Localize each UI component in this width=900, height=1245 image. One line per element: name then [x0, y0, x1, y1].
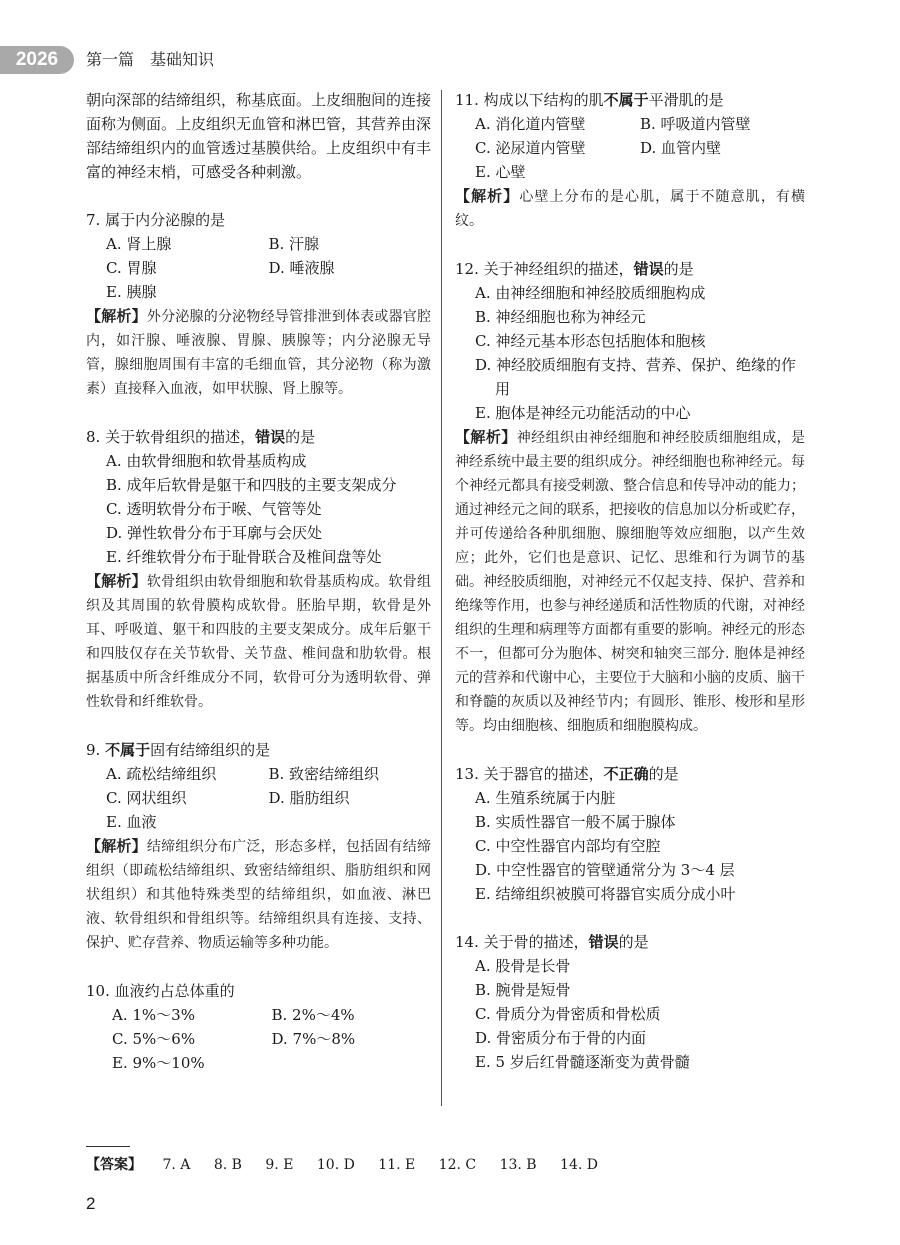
option-a: A. 肾上腺 — [106, 235, 172, 253]
option-b: B. 致密结缔组织 — [268, 765, 380, 783]
explanation-text: 结缔组织分布广泛，形态多样，包括固有结缔组织（即疏松结缔组织、致密结缔组织、脂肪组织和网状组织）和其他特殊类型的结缔组织，如血液、淋巴液、软骨组织和骨组织等。结缔组织具有连接、支持、保护、贮存营养、物质运输等多种功能。 — [86, 839, 431, 951]
option-b: B. 2%～4% — [271, 1006, 355, 1024]
stem-text: 14. 关于骨的描述， — [455, 933, 589, 951]
options-grid — [86, 762, 431, 834]
option-e: E. 胰腺 — [106, 283, 157, 301]
option-d: D. 骨密质分布于骨的内面 — [475, 1029, 647, 1047]
option-d: D. 中空性器官的管壁通常分为 3～4 层 — [475, 861, 735, 879]
stem-emphasis: 错误 — [588, 933, 619, 951]
option-d: D. 唾液腺 — [268, 259, 335, 277]
explanation — [455, 425, 805, 738]
option-c: C. 泌尿道内管壁 — [475, 139, 586, 157]
option-c: C. 透明软骨分布于喉、气管等处 — [106, 500, 322, 518]
option-b: B. 实质性器官一般不属于腺体 — [475, 813, 676, 831]
option-c: C. 神经元基本形态包括胞体和胞核 — [475, 332, 706, 350]
question-9 — [86, 738, 431, 955]
stem-text: 9. — [86, 741, 106, 759]
stem-text: 13. 关于器官的描述， — [455, 765, 604, 783]
option-a: A. 股骨是长骨 — [475, 957, 571, 975]
option-b: B. 呼吸道内管壁 — [640, 115, 751, 133]
answer-item: 14. D — [560, 1157, 598, 1173]
option-d: D. 脂肪组织 — [268, 789, 350, 807]
answer-item: 12. C — [438, 1157, 477, 1173]
question-stem — [455, 762, 805, 786]
option-c: C. 中空性器官内部均有空腔 — [475, 837, 661, 855]
stem-emphasis: 错误 — [255, 428, 286, 446]
question-8 — [86, 425, 431, 714]
explanation — [86, 834, 431, 955]
question-12 — [455, 257, 805, 738]
options-grid — [455, 112, 805, 184]
stem-text: 12. 关于神经组织的描述， — [455, 260, 634, 278]
explanation-text: 外分泌腺的分泌物经导管排泄到体表或器官腔内，如汗腺、唾液腺、胃腺、胰腺等；内分泌腺无导管，腺细胞周围有丰富的毛细血管，其分泌物（称为激素）直接释入血液，如甲状腺、肾上腺等。 — [86, 309, 431, 397]
answer-item: 11. E — [378, 1157, 416, 1173]
option-a: A. 疏松结缔组织 — [106, 765, 217, 783]
answer-item: 7. A — [162, 1157, 191, 1173]
explanation-text: 软骨组织由软骨细胞和软骨基质构成。软骨组织及其周围的软骨膜构成软骨。胚胎早期，软骨是外耳、呼吸道、躯干和四肢的主要支架成分。成年后躯干和四肢仅存在关节软骨、关节盘、椎间盘和肋软骨。根据基质中所含纤维成分不同，软骨可分为透明软骨、弹性软骨和纤维软骨。 — [86, 574, 431, 710]
option-e: E. 心壁 — [475, 163, 526, 181]
answer-item: 13. B — [499, 1157, 537, 1173]
explanation-tag: 【解析】 — [86, 837, 147, 855]
option-b: B. 神经细胞也称为神经元 — [475, 308, 646, 326]
options-list — [455, 954, 805, 1074]
column-divider — [441, 90, 442, 1106]
explanation — [86, 304, 431, 401]
option-c: C. 胃腺 — [106, 259, 157, 277]
option-d: D. 血管内壁 — [640, 139, 722, 157]
explanation — [86, 569, 431, 714]
option-a: A. 1%～3% — [112, 1006, 195, 1024]
options-list — [455, 281, 805, 425]
option-e: E. 5 岁后红骨髓逐渐变为黄骨髓 — [475, 1053, 690, 1071]
option-d: D. 弹性软骨分布于耳廓与会厌处 — [106, 524, 323, 542]
question-14 — [455, 930, 805, 1074]
answer-item: 8. B — [213, 1157, 242, 1173]
stem-text: 11. 构成以下结构的肌 — [455, 91, 604, 109]
option-a: A. 由软骨细胞和软骨基质构成 — [106, 452, 307, 470]
stem-emphasis: 不属于 — [105, 741, 151, 759]
question-stem: 7. 属于内分泌腺的是 — [86, 211, 226, 229]
stem-text: 的是 — [648, 765, 679, 783]
explanation — [455, 184, 805, 233]
year-badge: 2026 — [0, 46, 74, 74]
stem-text: 平滑肌的是 — [648, 91, 724, 109]
chapter-title: 第一篇 基础知识 — [86, 50, 215, 69]
option-d: D. 7%～8% — [271, 1030, 356, 1048]
stem-emphasis: 不属于 — [603, 91, 649, 109]
answer-item: 10. D — [316, 1157, 355, 1173]
explanation-tag: 【解析】 — [86, 307, 147, 325]
option-a: A. 生殖系统属于内脏 — [475, 789, 616, 807]
option-d: D. 神经胶质细胞有支持、营养、保护、绝缘的作用 — [475, 356, 797, 398]
options-list — [86, 449, 431, 569]
explanation-text: 神经组织由神经细胞和神经胶质细胞组成，是神经系统中最主要的组织成分。神经细胞也称神经元。每个神经元都具有接受刺激、整合信息和传导冲动的能力；通过神经元之间的联系，把接收的信息加以分析或贮存，并可传递给各种肌细胞、腺细胞等效应细胞，以产生效应；此外，它们也是意识、记忆、思维和行为调节的基础。神经胶质细胞，对神经元不仅起支持、保护、营养和绝缘等作用，也参与神经递质和活性物质的代谢，对神经组织的生理和病理等方面都有重要的影响。神经元的形态不一，但都可分为胞体、树突和轴突三部分. 胞体是神经元的营养和代谢中心，主要位于大脑和小脑的皮质、脑干和脊髓的灰质以及神经节内；有圆形、锥形、梭形和星形等。均由细胞核、细胞质和细胞膜构成。 — [455, 430, 805, 734]
question-stem — [86, 425, 431, 449]
option-e: E. 纤维软骨分布于耻骨联合及椎间盘等处 — [106, 548, 382, 566]
explanation-text: 心壁上分布的是心肌，属于不随意肌，有横纹。 — [455, 189, 805, 229]
explanation-tag: 【解析】 — [455, 428, 517, 446]
option-e: E. 结缔组织被膜可将器官实质分成小叶 — [475, 885, 736, 903]
option-e: E. 9%～10% — [112, 1054, 205, 1072]
stem-text: 固有结缔组织的是 — [150, 741, 271, 759]
question-10 — [86, 979, 431, 1075]
option-c: C. 网状组织 — [106, 789, 187, 807]
option-e: E. 血液 — [106, 813, 157, 831]
question-11 — [455, 88, 805, 233]
option-b: B. 腕骨是短骨 — [475, 981, 571, 999]
stem-emphasis: 错误 — [633, 260, 664, 278]
stem-text: 8. 关于软骨组织的描述， — [86, 428, 256, 446]
option-a: A. 消化道内管壁 — [475, 115, 586, 133]
question-stem: 10. 血液约占总体重的 — [86, 982, 235, 1000]
question-stem — [86, 738, 431, 762]
explanation-tag: 【解析】 — [455, 187, 520, 205]
answer-rule — [86, 1146, 130, 1147]
options-list — [455, 786, 805, 906]
page-number: 2 — [86, 1194, 96, 1213]
answer-key — [86, 1153, 617, 1177]
intro-paragraph: 朝向深部的结缔组织，称基底面。上皮细胞间的连接面称为侧面。上皮组织无血管和淋巴管，其营养由深部结缔组织内的血管透过基膜供给。上皮组织中有丰富的神经末梢，可感受各种刺激。 — [86, 91, 432, 181]
question-stem — [455, 257, 805, 281]
stem-emphasis: 不正确 — [603, 765, 649, 783]
option-c: C. 5%～6% — [112, 1030, 196, 1048]
option-a: A. 由神经细胞和神经胶质细胞构成 — [475, 284, 706, 302]
option-e: E. 胞体是神经元功能活动的中心 — [475, 404, 691, 422]
answer-item: 9. E — [265, 1157, 294, 1173]
question-7 — [86, 208, 431, 401]
options-grid — [86, 232, 431, 304]
option-c: C. 骨质分为骨密质和骨松质 — [475, 1005, 661, 1023]
answer-label: 【答案】 — [86, 1157, 142, 1173]
option-b: B. 汗腺 — [268, 235, 320, 253]
explanation-tag: 【解析】 — [86, 572, 147, 590]
stem-text: 的是 — [663, 260, 694, 278]
question-stem — [455, 88, 805, 112]
right-column — [455, 88, 805, 1074]
left-column — [86, 88, 431, 1075]
option-b: B. 成年后软骨是躯干和四肢的主要支架成分 — [106, 476, 397, 494]
stem-text: 的是 — [618, 933, 649, 951]
question-stem — [455, 930, 805, 954]
options-grid — [86, 1003, 431, 1075]
stem-text: 的是 — [285, 428, 316, 446]
question-13 — [455, 762, 805, 906]
